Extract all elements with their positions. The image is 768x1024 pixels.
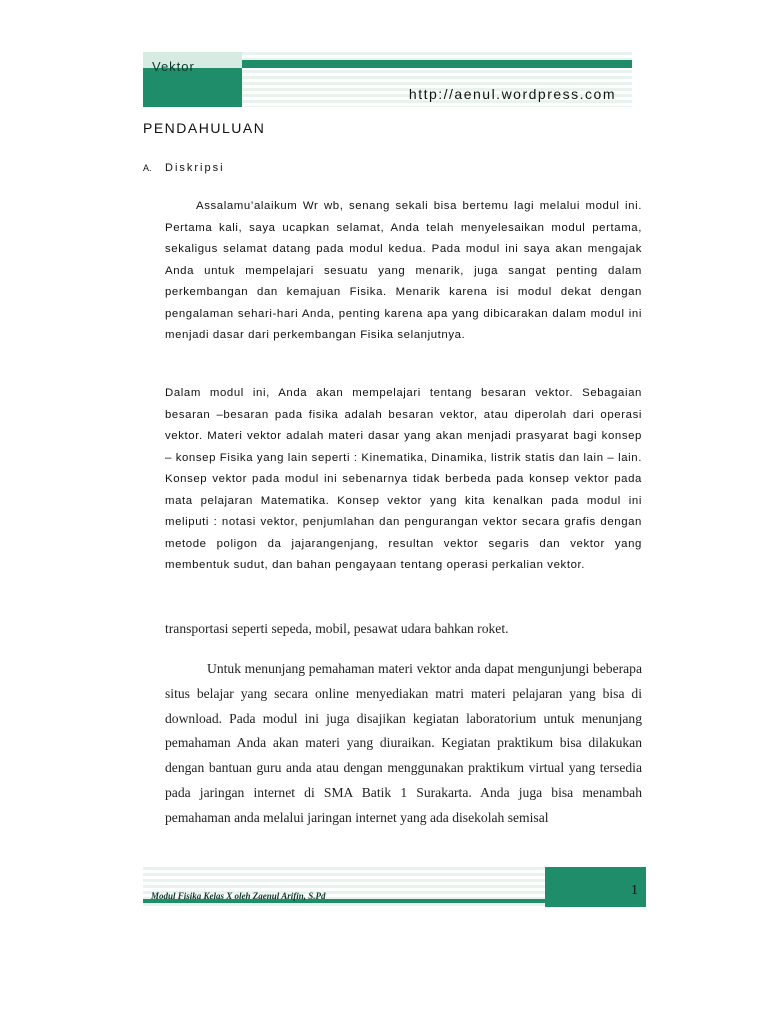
header-url[interactable]: http://aenul.wordpress.com — [408, 86, 616, 102]
footer-credit: Modul Fisika Kelas X oleh Zaenul Arifin, S.Pd — [151, 891, 326, 901]
page-footer — [143, 867, 646, 907]
page-number: 1 — [631, 883, 638, 898]
section-label: A. — [143, 163, 152, 173]
paragraph-support: Untuk menunjang pemahaman materi vektor anda dapat mengunjungi beberapa situs belajar yang secara online menyediakan matri materi pelajaran yang bisa di download. Pada modul ini juga disajikan kegiatan laboratorium untuk menunjang pemahaman Anda akan materi yang diuraikan. Kegiatan praktikum bisa dilakukan dengan bantuan guru anda atau dengan menggunakan praktikum virtual yang tersedia pada jaringan internet di SMA Batik 1 Surakarta. Anda juga bisa menambah pemahaman anda melalui jaringan internet yang ada disekolah semisal — [165, 661, 642, 825]
page-header — [143, 52, 632, 107]
paragraph-module: Dalam modul ini, Anda akan mempelajari tentang besaran vektor. Sebagaian besaran –besaran pada fisika adalah besaran vektor, atau diperolah dari operasi vektor. Materi vektor adalah materi dasar yang akan menjadi prasyarat bagi konsep – konsep Fisika yang lain seperti : Kinematika, Dinamika, listrik statis dan lain – lain. Konsep vektor pada modul ini sebenarnya tidak berbeda pada konsep vektor pada mata pelajaran Matematika. Konsep vektor yang kita kenalkan pada modul ini meliputi : notasi vektor, penjumlahan dan pengurangan vektor secara grafis dengan metode poligon da jajarangenjang, resultan vektor segaris dan vektor yang membentuk sudut, dan bahan pengayaan tentang operasi perkalian vektor. — [165, 387, 642, 571]
section-heading — [143, 162, 225, 174]
paragraph-intro: Assalamu’alaikum Wr wb, senang sekali bisa bertemu lagi melalui modul ini. Pertama kali, saya ucapkan selamat, Anda telah menyelesaikan modul pertama, sekaligus selamat datang pada modul kedua. Pada modul ini saya akan mengajak Anda untuk mempelajari sesuatu yang menarik, juga sangat penting dalam perkembangan dan kemajuan Fisika. Menarik karena isi modul dekat dengan pengalaman sehari-hari Anda, penting karena apa yang dibicarakan dalam modul ini menjadi dasar dari perkembangan Fisika selanjutnya. — [165, 200, 642, 341]
paragraph-transport: transportasi seperti sepeda, mobil, pesawat udara bahkan roket. — [165, 621, 509, 636]
section-title: Diskripsi — [165, 162, 225, 174]
header-title: Vektor — [152, 59, 195, 74]
page-heading: PENDAHULUAN — [143, 120, 266, 136]
